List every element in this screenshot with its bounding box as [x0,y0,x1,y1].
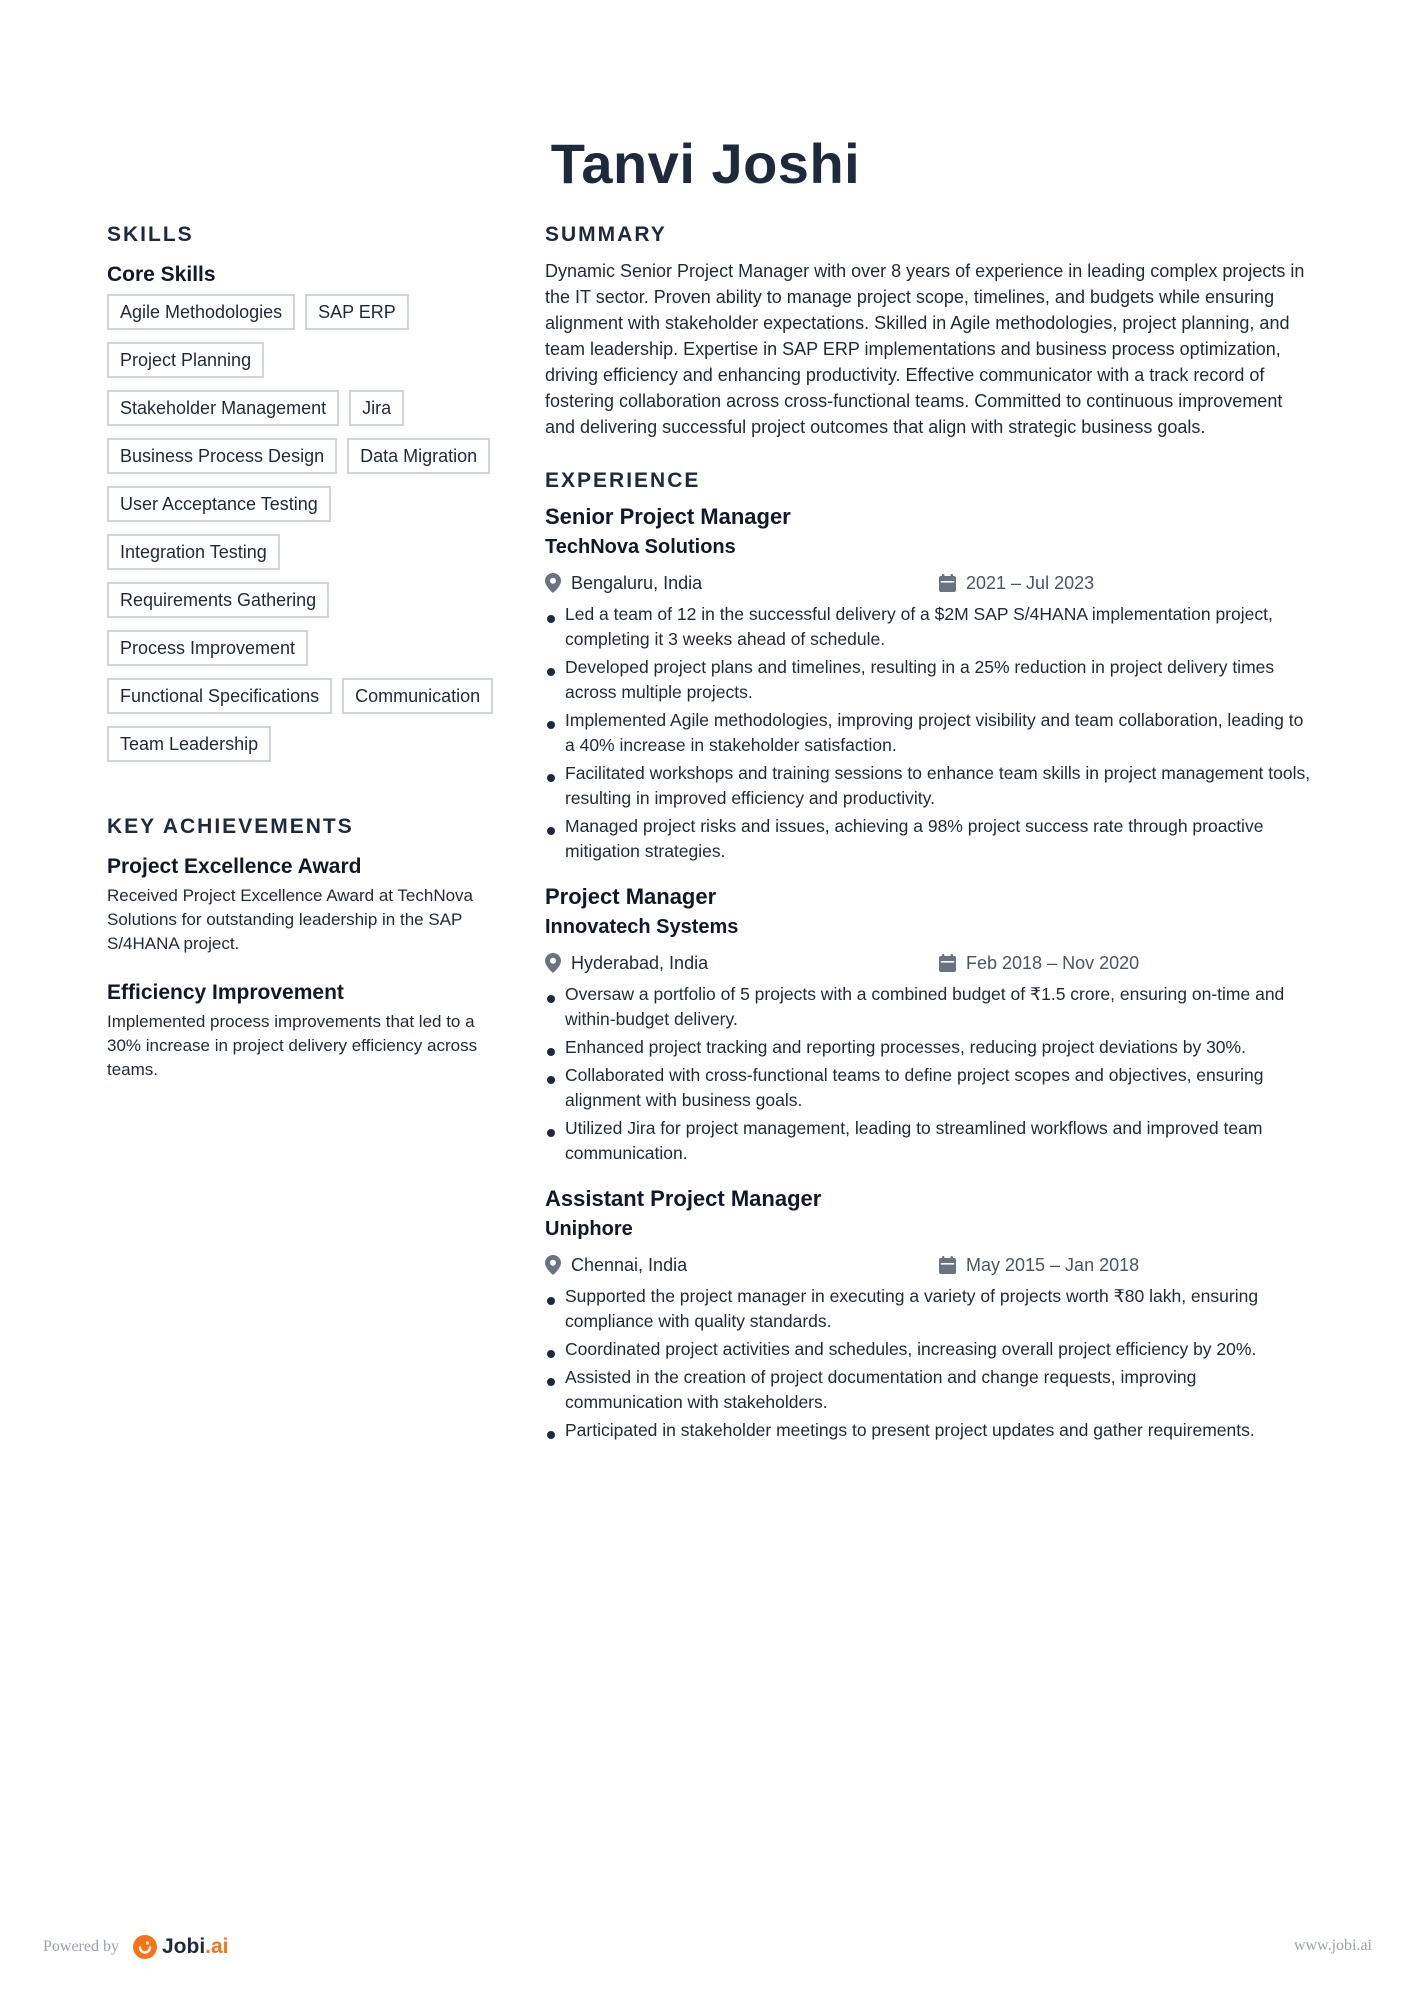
skill-chip-row [107,294,512,342]
skill-chip-row [107,726,512,774]
powered-by-text: Powered by [43,1938,119,1955]
skill-chip: Process Improvement [107,630,308,666]
job-entry [545,1184,1315,1443]
job-location-text: Bengaluru, India [571,572,703,593]
achievement-title: Efficiency Improvement [107,981,344,1004]
job-location [545,573,939,594]
job-list [545,502,1315,1443]
job-location-text: Hyderabad, India [571,952,709,973]
skill-chip-row [107,534,512,582]
job-meta [545,1252,1315,1278]
job-company: Uniphore [545,1218,633,1240]
calendar-icon [939,574,956,592]
job-dates-text: 2021 – Jul 2023 [966,572,1095,593]
skill-chip: Requirements Gathering [107,582,329,618]
skill-chip: Team Leadership [107,726,271,762]
achievement-text: Implemented process improvements that led to a 30% increase in project delivery efficiency across teams. [107,1012,478,1079]
job-dates [939,1255,1139,1276]
job-bullets [545,602,1315,864]
job-bullets [545,982,1315,1166]
skill-chip: User Acceptance Testing [107,486,331,522]
jobi-logo-icon [133,1935,157,1959]
skill-chip: Data Migration [347,438,490,474]
job-dates-text: May 2015 – Jan 2018 [966,1254,1140,1275]
skill-chip: Integration Testing [107,534,280,570]
job-bullet: Managed project risks and issues, achieving a 98% project success rate through proactive mitigation strategies. [545,814,1315,864]
job-bullet: Enhanced project tracking and reporting processes, reducing project deviations by 30%. [545,1035,1315,1060]
job-bullet: Participated in stakeholder meetings to present project updates and gather requirements. [545,1418,1315,1443]
job-bullets [545,1284,1315,1443]
job-title: Project Manager [545,884,717,909]
skill-chip: SAP ERP [305,294,409,330]
job-bullet: Facilitated workshops and training sessions to enhance team skills in project management tools, resulting in improved efficiency and productivity. [545,761,1315,811]
job-meta [545,950,1315,976]
jobi-logo[interactable] [133,1935,229,1959]
calendar-icon [939,1256,956,1274]
job-entry [545,502,1315,864]
job-bullet: Assisted in the creation of project documentation and change requests, improving communication with stakeholders. [545,1365,1315,1415]
job-dates [939,953,1139,974]
jobi-logo-text: Jobi.ai [161,1935,229,1958]
skill-chip-row [107,582,512,630]
skill-chip-row [107,630,512,678]
skill-chip-row [107,438,512,486]
skill-chip-row [107,390,512,438]
skill-chip: Jira [349,390,404,426]
right-column [545,222,1315,1461]
skill-chip: Stakeholder Management [107,390,339,426]
job-bullet: Collaborated with cross-functional teams to define project scopes and objectives, ensuring alignment with business goals. [545,1063,1315,1113]
job-bullet: Led a team of 12 in the successful delivery of a $2M SAP S/4HANA implementation project, completing it 3 weeks ahead of schedule. [545,602,1315,652]
job-bullet: Implemented Agile methodologies, improving project visibility and team collaboration, leading to a 40% increase in stakeholder satisfaction. [545,708,1315,758]
job-location-text: Chennai, India [571,1254,688,1275]
achievement-title: Project Excellence Award [107,855,362,878]
skill-chip: Business Process Design [107,438,337,474]
job-bullet: Developed project plans and timelines, resulting in a 25% reduction in project delivery times across multiple projects. [545,655,1315,705]
job-bullet: Coordinated project activities and schedules, increasing overall project efficiency by 20%. [545,1337,1315,1362]
job-bullet: Oversaw a portfolio of 5 projects with a combined budget of ₹1.5 crore, ensuring on-time and within-budget delivery. [545,982,1315,1032]
achievement-item [107,854,512,956]
candidate-name: Tanvi Joshi [550,132,861,195]
skill-chip: Functional Specifications [107,678,332,714]
job-dates-text: Feb 2018 – Nov 2020 [966,952,1140,973]
job-dates [939,573,1094,594]
location-pin-icon [545,953,561,973]
experience-heading: EXPERIENCE [545,469,701,492]
calendar-icon [939,954,956,972]
location-pin-icon [545,573,561,593]
experience-section [545,468,1315,1443]
job-title: Senior Project Manager [545,504,791,529]
job-location [545,1255,939,1276]
location-pin-icon [545,1255,561,1275]
left-column [107,222,512,1106]
achievement-text: Received Project Excellence Award at TechNova Solutions for outstanding leadership in the SAP S/4HANA project. [107,886,474,953]
job-bullet: Supported the project manager in executing a variety of projects worth ₹80 lakh, ensuring compliance with quality standards. [545,1284,1315,1334]
job-bullet: Utilized Jira for project management, leading to streamlined workflows and improved team communication. [545,1116,1315,1166]
job-location [545,953,939,974]
job-company: TechNova Solutions [545,536,736,558]
powered-by [43,1935,229,1959]
website-link[interactable]: www.jobi.ai [1293,1937,1372,1954]
skills-heading: SKILLS [107,223,194,246]
achievements-section [107,814,512,1082]
job-company: Innovatech Systems [545,916,739,938]
achievement-item [107,980,512,1082]
skill-chip-row [107,486,512,534]
skill-chip-row [107,678,512,726]
achievements-heading: KEY ACHIEVEMENTS [107,815,354,838]
job-entry [545,882,1315,1166]
skill-chip: Communication [342,678,493,714]
job-meta [545,570,1315,596]
core-skills-heading: Core Skills [107,263,216,286]
job-title: Assistant Project Manager [545,1186,822,1211]
skill-chips [107,294,512,774]
summary-section [545,222,1315,440]
summary-text: Dynamic Senior Project Manager with over 8 years of experience in leading complex projects in the IT sector. Proven ability to manage project scope, timelines, and budgets while ensuring alignment with stakeholder expectations. Skilled in Agile methodologies, project planning, and team leadership. Expertise in SAP ERP implementations and business process optimization, driving efficiency and enhancing productivity. Effective communicator with a track record of fostering collaboration across cross-functional teams. Committed to continuous improvement and delivering successful project outcomes that align with strategic business goals. [545,261,1305,437]
summary-heading: SUMMARY [545,223,667,246]
skill-chip-row [107,342,512,390]
skill-chip: Agile Methodologies [107,294,295,330]
skill-chip: Project Planning [107,342,264,378]
skills-section [107,222,512,774]
